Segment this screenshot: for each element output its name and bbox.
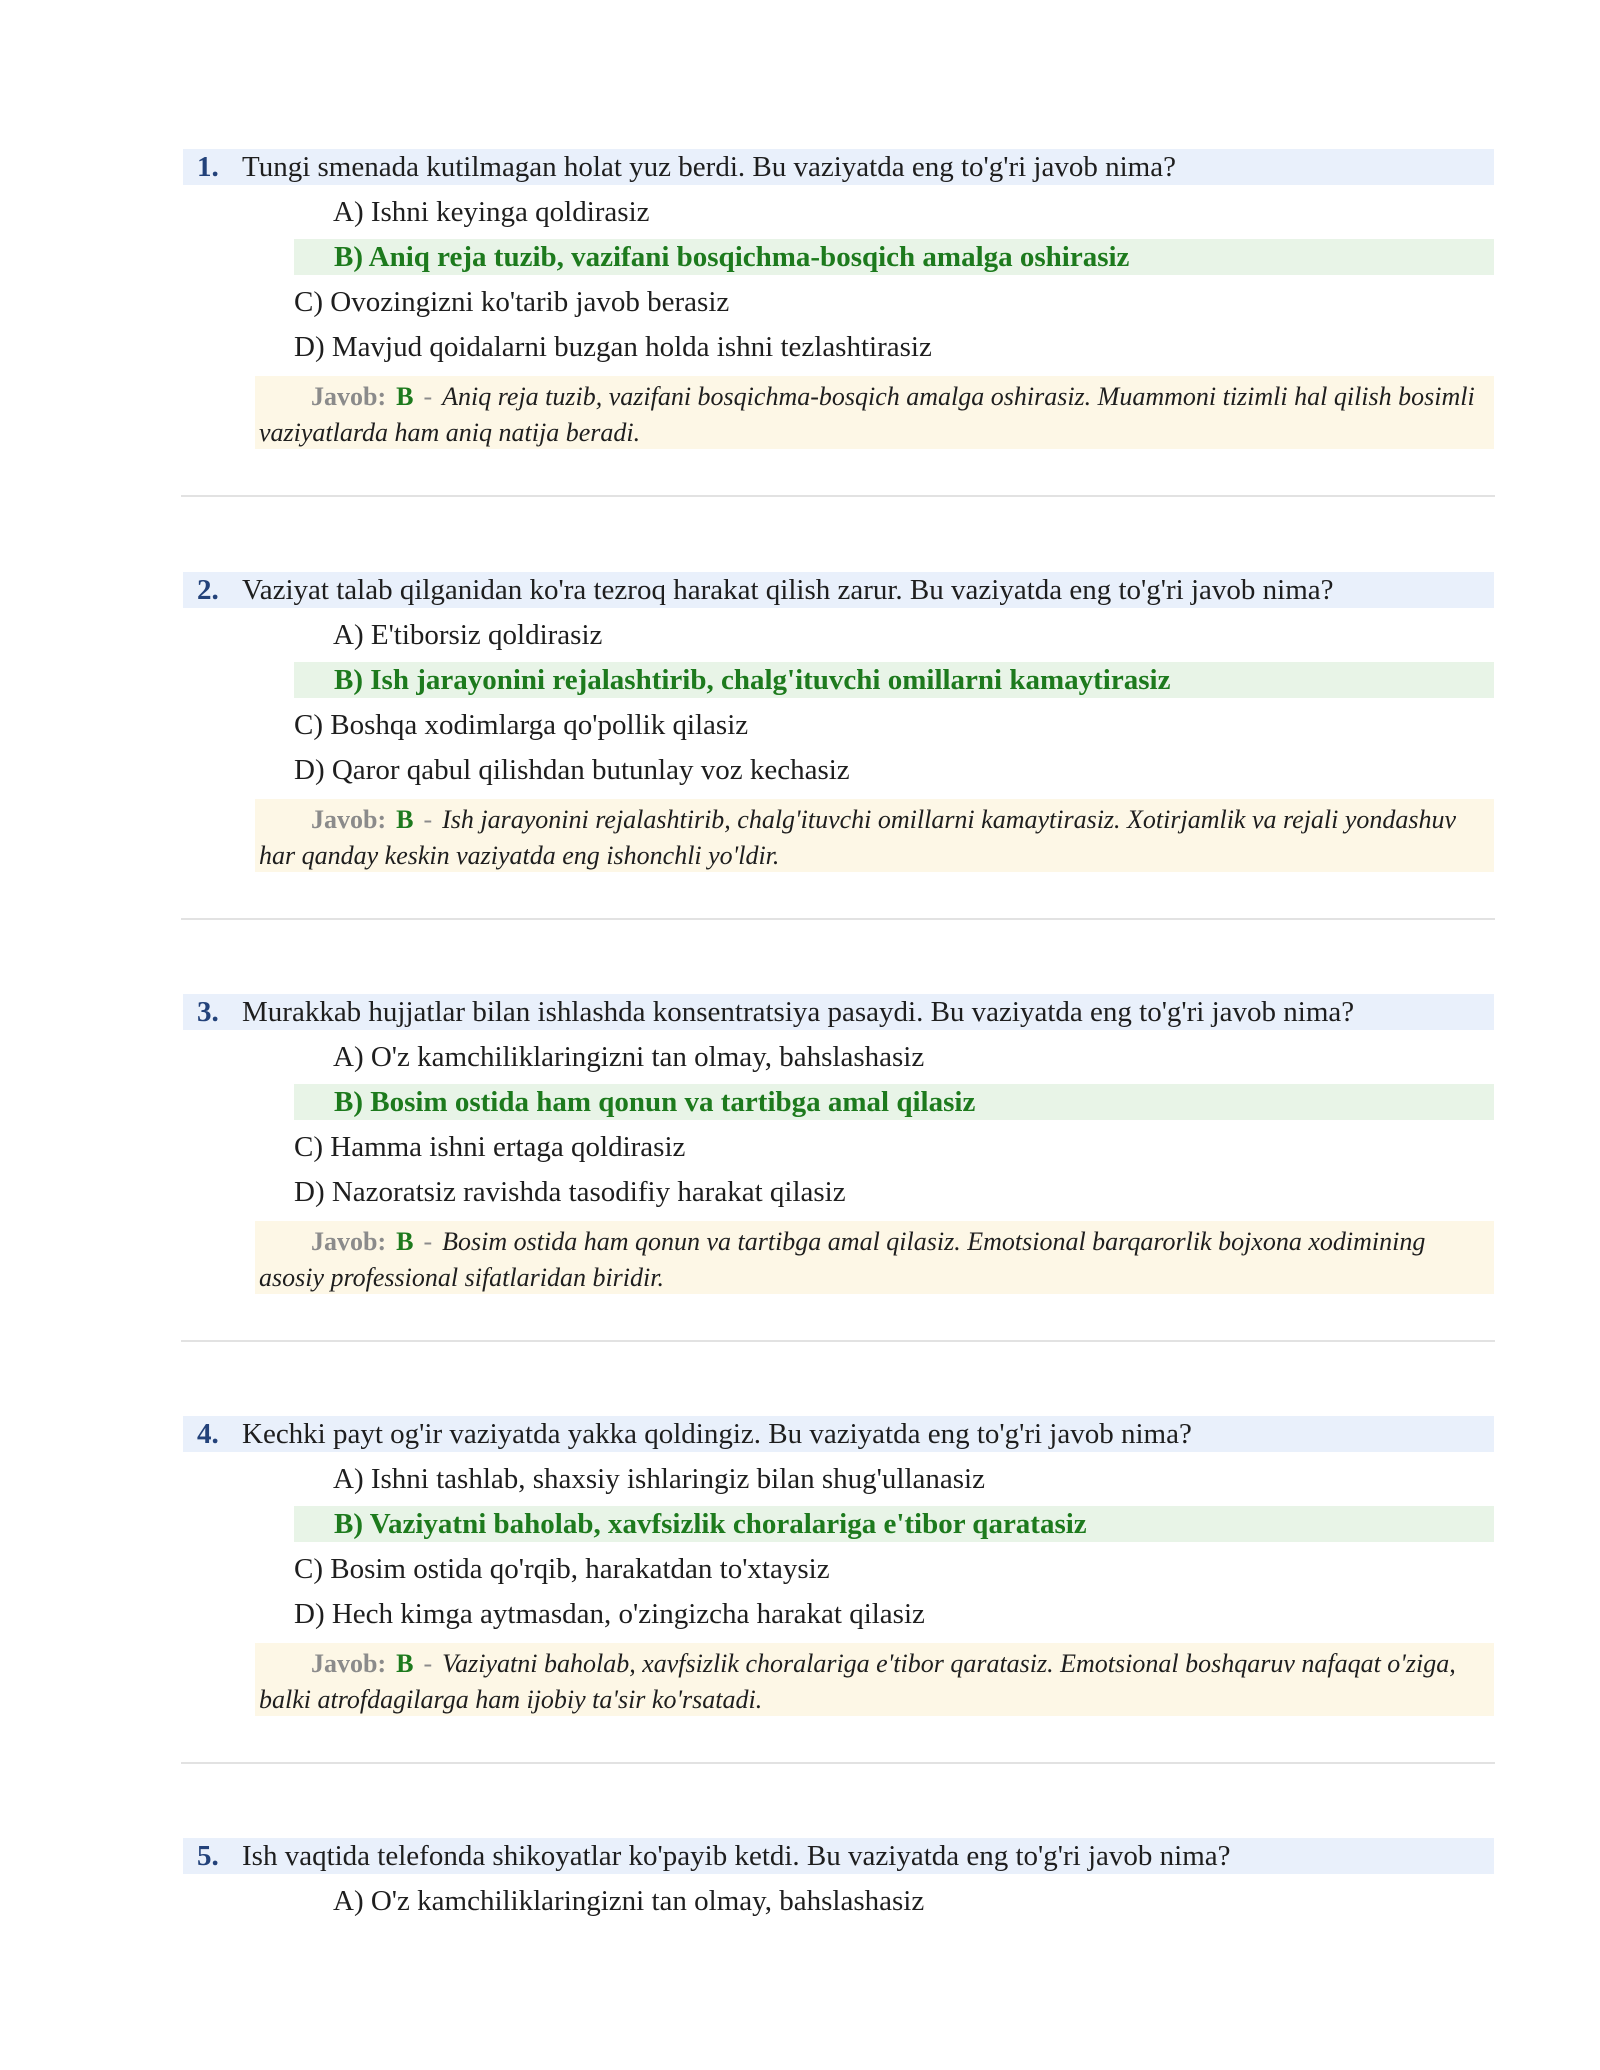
question-line [183, 1838, 1494, 1874]
answer-label: Javob: [311, 382, 387, 411]
answer-letter: B [396, 382, 414, 411]
option-a: A) O'z kamchiliklaringizni tan olmay, bahslashasiz [333, 1885, 925, 1917]
answer-explanation: Aniq reja tuzib, vazifani bosqichma-bosqich amalga oshirasiz. Muammoni tizimli hal qilish bosimli vaziyatlarda ham aniq natija beradi. [259, 382, 1475, 447]
answer-dash: - [423, 805, 433, 834]
option-c: C) Bosim ostida qo'rqib, harakatdan to'xtaysiz [294, 1553, 830, 1585]
answer-explanation: Ish jarayonini rejalashtirib, chalg'ituvchi omillarni kamaytirasiz. Xotirjamlik va rejali yondashuv har qanday keskin vaziyatda eng ishonchli yo'ldir. [259, 805, 1457, 870]
answer-box [255, 1221, 1494, 1294]
question-text: Murakkab hujjatlar bilan ishlashda konsentratsiya pasaydi. Bu vaziyatda eng to'g'ri javob nima? [242, 996, 1355, 1028]
question-text: Ish vaqtida telefonda shikoyatlar ko'payib ketdi. Bu vaziyatda eng to'g'ri javob nima? [242, 1840, 1231, 1872]
question-line [183, 1416, 1494, 1452]
option-b-correct: B) Vaziyatni baholab, xavfsizlik choralariga e'tibor qaratasiz [294, 1506, 1494, 1542]
question-text: Tungi smenada kutilmagan holat yuz berdi. Bu vaziyatda eng to'g'ri javob nima? [242, 151, 1176, 183]
option-d: D) Hech kimga aytmasdan, o'zingizcha harakat qilasiz [294, 1598, 925, 1630]
divider [181, 1340, 1495, 1342]
answer-label: Javob: [311, 1227, 387, 1256]
question-text: Kechki payt og'ir vaziyatda yakka qoldingiz. Bu vaziyatda eng to'g'ri javob nima? [242, 1418, 1192, 1450]
divider [181, 918, 1495, 920]
divider [181, 1762, 1495, 1764]
answer-box [255, 1643, 1494, 1716]
option-b-correct: B) Bosim ostida ham qonun va tartibga amal qilasiz [294, 1084, 1494, 1120]
question-number: 2. [197, 574, 219, 606]
answer-box [255, 376, 1494, 449]
answer-label: Javob: [311, 1649, 387, 1678]
option-a: A) Ishni keyinga qoldirasiz [333, 196, 650, 228]
question-text: Vaziyat talab qilganidan ko'ra tezroq harakat qilish zarur. Bu vaziyatda eng to'g'ri javob nima? [242, 574, 1334, 606]
option-b-correct: B) Aniq reja tuzib, vazifani bosqichma-bosqich amalga oshirasiz [294, 239, 1494, 275]
answer-box [255, 799, 1494, 872]
question-number: 4. [197, 1418, 219, 1450]
question-number: 1. [197, 151, 219, 183]
answer-dash: - [423, 1649, 433, 1678]
option-a: A) O'z kamchiliklaringizni tan olmay, bahslashasiz [333, 1041, 925, 1073]
answer-letter: B [396, 805, 414, 834]
option-d: D) Qaror qabul qilishdan butunlay voz kechasiz [294, 754, 850, 786]
divider [181, 495, 1495, 497]
option-d: D) Mavjud qoidalarni buzgan holda ishni tezlashtirasiz [294, 331, 932, 363]
question-line [183, 149, 1494, 185]
question-line [183, 994, 1494, 1030]
question-number: 5. [197, 1840, 219, 1872]
answer-letter: B [396, 1227, 414, 1256]
option-b-correct: B) Ish jarayonini rejalashtirib, chalg'ituvchi omillarni kamaytirasiz [294, 662, 1494, 698]
option-d: D) Nazoratsiz ravishda tasodifiy harakat qilasiz [294, 1176, 846, 1208]
answer-dash: - [423, 382, 433, 411]
answer-dash: - [423, 1227, 433, 1256]
option-a: A) Ishni tashlab, shaxsiy ishlaringiz bilan shug'ullanasiz [333, 1463, 985, 1495]
answer-letter: B [396, 1649, 414, 1678]
option-a: A) E'tiborsiz qoldirasiz [333, 619, 603, 651]
answer-label: Javob: [311, 805, 387, 834]
option-c: C) Hamma ishni ertaga qoldirasiz [294, 1131, 686, 1163]
question-line [183, 572, 1494, 608]
option-c: C) Ovozingizni ko'tarib javob berasiz [294, 286, 730, 318]
question-number: 3. [197, 996, 219, 1028]
answer-explanation: Vaziyatni baholab, xavfsizlik choralariga e'tibor qaratasiz. Emotsional boshqaruv nafaqat o'ziga, balki atrofdagilarga ham ijobiy ta'sir ko'rsatadi. [259, 1649, 1456, 1714]
answer-explanation: Bosim ostida ham qonun va tartibga amal qilasiz. Emotsional barqarorlik bojxona xodimining asosiy professional sifatlaridan biridir. [259, 1227, 1426, 1292]
option-c: C) Boshqa xodimlarga qo'pollik qilasiz [294, 709, 749, 741]
